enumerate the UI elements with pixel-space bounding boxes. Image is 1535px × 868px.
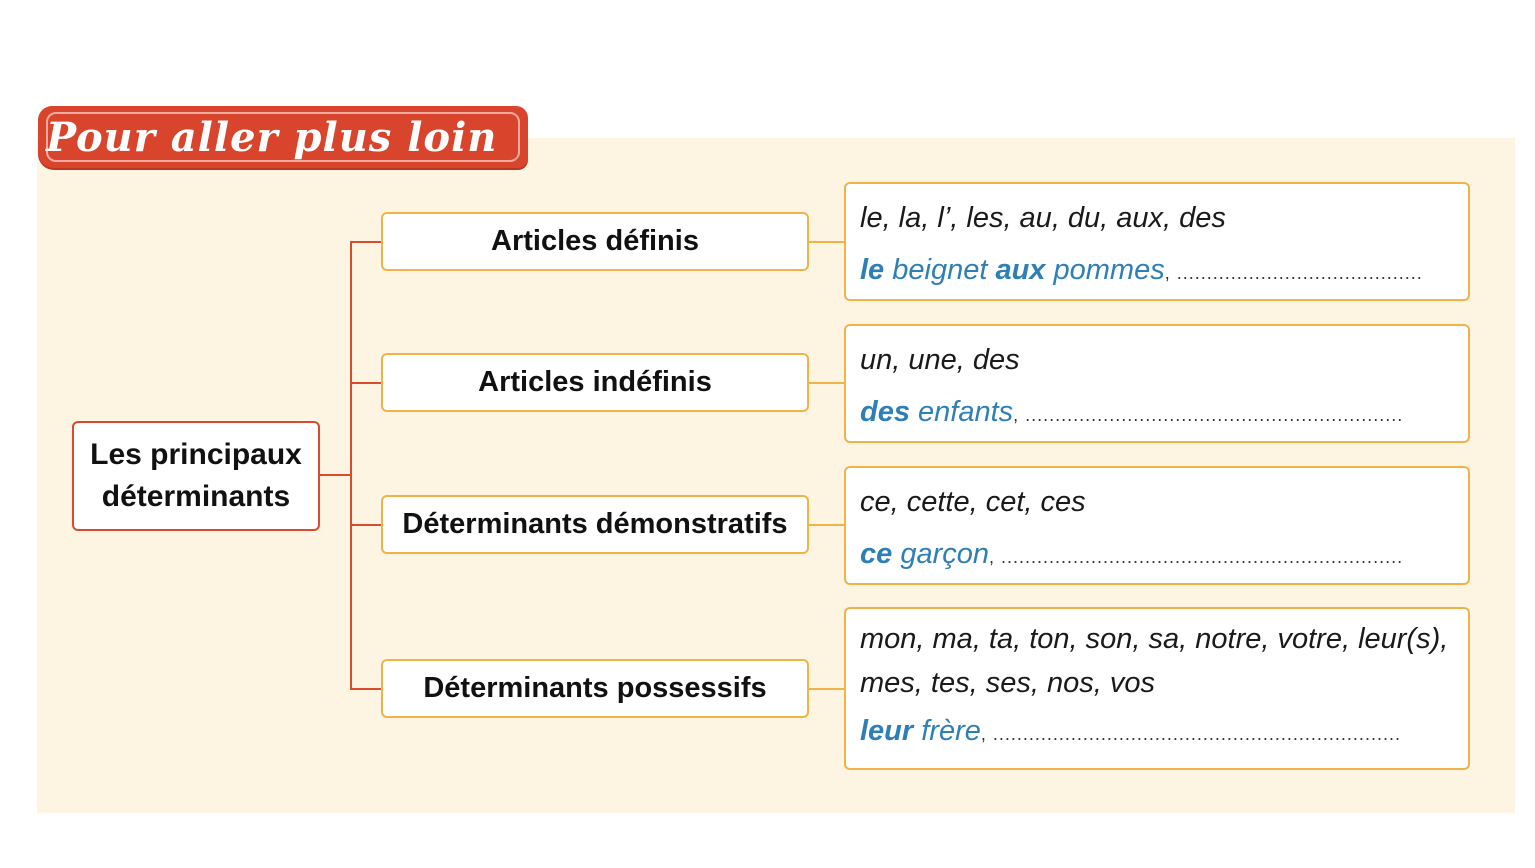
detail-articles-definis <box>844 182 1470 301</box>
example-word: leur <box>860 715 914 747</box>
example-word: enfants <box>909 396 1014 428</box>
example-word: garçon <box>892 538 989 570</box>
section-title: Pour aller plus loin <box>46 114 498 161</box>
connector-detail-2 <box>809 382 845 384</box>
category-label: Articles indéfinis <box>478 366 712 398</box>
example-word: ce <box>860 538 893 570</box>
example-word: pommes <box>1045 254 1165 286</box>
example-word: le <box>860 254 885 286</box>
category-label: Articles définis <box>491 225 699 257</box>
category-label: Déterminants démonstratifs <box>402 508 788 540</box>
connector-detail-1 <box>809 241 845 243</box>
example-word: frère <box>913 715 981 747</box>
fill-in-blank[interactable]: , ......................................... <box>1164 263 1423 283</box>
determiner-list: ce, cette, cet, ces <box>860 486 1086 518</box>
example-word: aux <box>995 254 1046 286</box>
connector-branch-4 <box>350 688 382 690</box>
category-determinants-demonstratifs <box>381 495 809 554</box>
fill-in-blank[interactable]: , ................................................................... <box>989 547 1404 567</box>
category-label: Déterminants possessifs <box>423 672 767 704</box>
example-line <box>860 705 1468 757</box>
category-articles-definis <box>381 212 809 271</box>
detail-articles-indefinis <box>844 324 1470 443</box>
determiner-list: le, la, l’, les, au, du, aux, des <box>860 202 1226 234</box>
determiner-list: un, une, des <box>860 344 1020 376</box>
example-line <box>860 528 1468 580</box>
root-node <box>72 421 320 531</box>
detail-determinants-possessifs <box>844 607 1470 770</box>
example-word: beignet <box>884 254 996 286</box>
detail-determinants-demonstratifs <box>844 466 1470 585</box>
determiner-list: mon, ma, ta, ton, son, sa, notre, votre, leur(s), <box>860 623 1449 655</box>
category-determinants-possessifs <box>381 659 809 718</box>
example-line <box>860 386 1468 438</box>
example-word: des <box>860 396 910 428</box>
connector-branch-1 <box>350 241 382 243</box>
fill-in-blank[interactable]: , ............................................................... <box>1013 405 1404 425</box>
fill-in-blank[interactable]: , .................................................................... <box>980 724 1401 744</box>
category-articles-indefinis <box>381 353 809 412</box>
connector-root <box>320 474 352 476</box>
example-line <box>860 244 1468 296</box>
root-node-line1: Les principaux <box>90 438 302 471</box>
connector-detail-4 <box>809 688 845 690</box>
connector-trunk <box>350 241 352 690</box>
determiner-list-continued: mes, tes, ses, nos, vos <box>860 667 1155 699</box>
connector-branch-2 <box>350 382 382 384</box>
connector-detail-3 <box>809 524 845 526</box>
connector-branch-3 <box>350 524 382 526</box>
root-node-line2: déterminants <box>101 480 291 513</box>
